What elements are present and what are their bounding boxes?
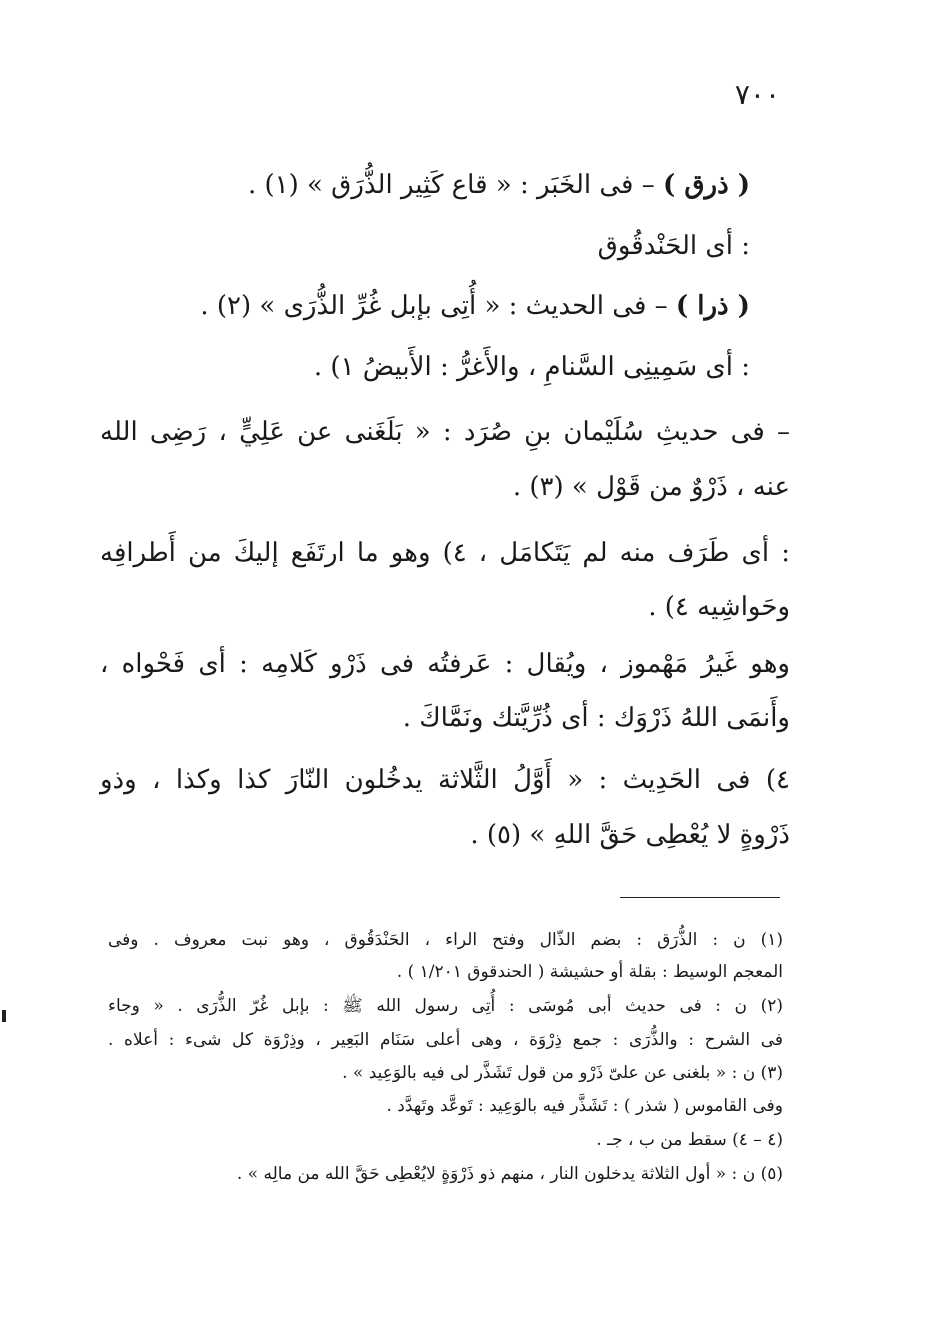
footnote-line: (١) ن : الذُّرَق : بضم الذّال وفتح الراء ، الحَنْدَقُوق ، وهو نبت معروف . وفى [108,930,783,950]
footnote-line: (٥) ن : « أول الثلاثة يدخلون النار ، منهم ذو ذَرْوَةٍ لايُعْطِى حَقَّ الله من مالِه » . [236,1164,783,1184]
text-line: : أى سَمِينِى السَّنامِ ، والأَغرُّ : الأَبيضُ ١) . [313,352,750,382]
entry-dhara-line [100,286,750,326]
text-line: : أى الحَنْدقُوق [597,231,750,261]
footnote-separator [620,897,780,898]
entry-heading-dharq: ( ذرق ) [662,170,750,200]
footnote-line: وفى القاموس ( شذر ) : تَشَذَّر فيه بالوَعِيد : تَوعَّد وتَهدَّد . [386,1096,783,1116]
text-line: وهو غَيرُ مَهْموز ، ويُقال : عَرفتُه فى ذَرْو كَلامِه : أى فَحْواه ، [100,649,790,679]
footnote-line: (٢) ن : فى حديث أبى مُوسَى : أُتِى رسول الله ﷺ : بإبل غُرّ الذُّرَى . « وجاء [108,996,783,1016]
scan-edge-mark [2,1010,6,1022]
entry-text: – فى الحديث : « أُتِى بإبل غُرِّ الذُّرَى » (٢) . [200,291,668,321]
page-number: ٧٠٠ [734,78,780,111]
text-line: وأَنمَى اللهُ ذَرْوَك : أى ذُرِّيَّتك ونَمَّاكَ . [402,703,790,733]
text-line: – فى حديثِ سُلَيْمان بنِ صُرَد : « بَلَغَنى عن عَلِيٍّ ، رَضِى الله [100,417,790,447]
text-line: ٤) فى الحَدِيث : « أَوَّلُ الثَّلاثة يدخُلون النّارَ كذا وكذا ، وذو [100,765,790,795]
entry-text: – فى الخَبَر : « قاع كَثِير الذُّرَق » (١) . [247,170,655,200]
footnote-line: فى الشرح : والذُّرَى : جمع ذِرْوَة ، وهى أعلى سَنَام البَعِير ، وذِرْوَة كل شىء : أعلاه . [108,1030,783,1050]
text-line: وحَواشِيه ٤) . [648,592,790,622]
entry-heading-dhara: ( ذرا ) [675,291,750,321]
text-line: : أى طَرَف منه لم يَتَكامَل ، ٤) وهو ما ارتَفَع إليكَ من أَطرافِه [100,538,790,568]
footnote-line: (٣) ن : « بلغنى عن علىّ ذَرْو من قول تَشَذَّر لى فيه بالوَعِيد » . [342,1063,783,1083]
footnote-line: (٤ – ٤) سقط من ب ، جـ . [596,1130,783,1150]
entry-dharq-line [100,165,750,205]
text-line: ذَرْوةٍ لا يُعْطِى حَقَّ اللهِ » (٥) . [470,820,790,850]
footnote-line: المعجم الوسيط : بقلة أو حشيشة ( الحندقوق ١/٢٠١ ) . [396,962,783,982]
text-line: عنه ، ذَرْوٌ من قَوْل » (٣) . [512,472,790,502]
